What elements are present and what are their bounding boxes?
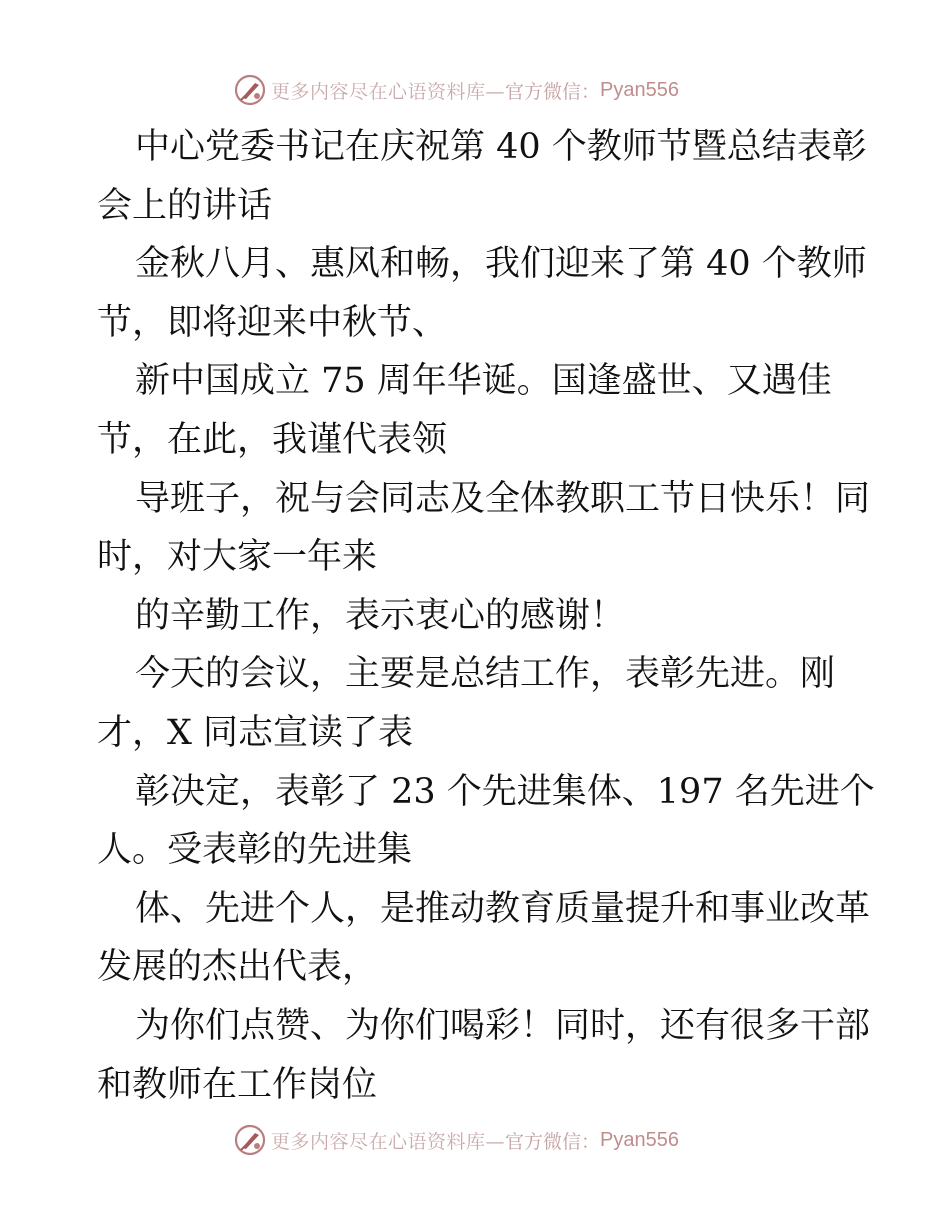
- paragraph-line: 金秋八月、惠风和畅，我们迎来了第 40 个教师: [135, 244, 867, 285]
- paragraph-line: 发展的杰出代表，: [97, 947, 378, 988]
- paragraph-line: 的辛勤工作，表示衷心的感谢！: [135, 595, 626, 636]
- watermark-handle: Pyan556: [600, 78, 679, 101]
- quill-seal-icon: [233, 73, 267, 107]
- paragraph-line: 人。受表彰的先进集: [97, 830, 413, 871]
- paragraph-line: 才，X 同志宣读了表: [97, 712, 414, 753]
- paragraph-line: 节，即将迎来中秋节、: [97, 302, 448, 343]
- paragraph-line: 导班子，祝与会同志及全体教职工节日快乐！同: [135, 478, 871, 519]
- watermark-wechat-label: 官方微信：: [505, 1130, 601, 1153]
- footer-watermark: [233, 1120, 679, 1160]
- paragraph-line: 节，在此，我谨代表领: [97, 419, 448, 460]
- paragraph-line: 新中国成立 75 周年华诞。国逢盛世、又遇佳: [135, 361, 832, 402]
- watermark-site-text: 更多内容尽在心语资料库—: [271, 80, 506, 103]
- paragraph-line: 今天的会议，主要是总结工作，表彰先进。刚: [135, 654, 836, 695]
- paragraph-line: 体、先进个人，是推动教育质量提升和事业改革: [135, 888, 871, 929]
- paragraph-line: 为你们点赞、为你们喝彩！同时，还有很多干部: [135, 1005, 871, 1046]
- paragraph-line: 时，对大家一年来: [97, 537, 378, 578]
- speech-title-line-2: 会上的讲话: [97, 185, 273, 226]
- paragraph-line: 和教师在工作岗位: [97, 1064, 378, 1105]
- speech-body: [97, 118, 875, 1114]
- watermark-site-text: 更多内容尽在心语资料库—: [271, 1130, 506, 1153]
- speech-title-line-1: 中心党委书记在庆祝第 40 个教师节暨总结表彰: [135, 127, 867, 167]
- quill-seal-icon: [233, 1123, 267, 1157]
- paragraph-line: 彰决定，表彰了 23 个先进集体、197 名先进个: [135, 771, 875, 812]
- watermark-wechat-label: 官方微信：: [505, 80, 601, 103]
- watermark-handle: Pyan556: [600, 1128, 679, 1151]
- header-watermark: [233, 70, 679, 110]
